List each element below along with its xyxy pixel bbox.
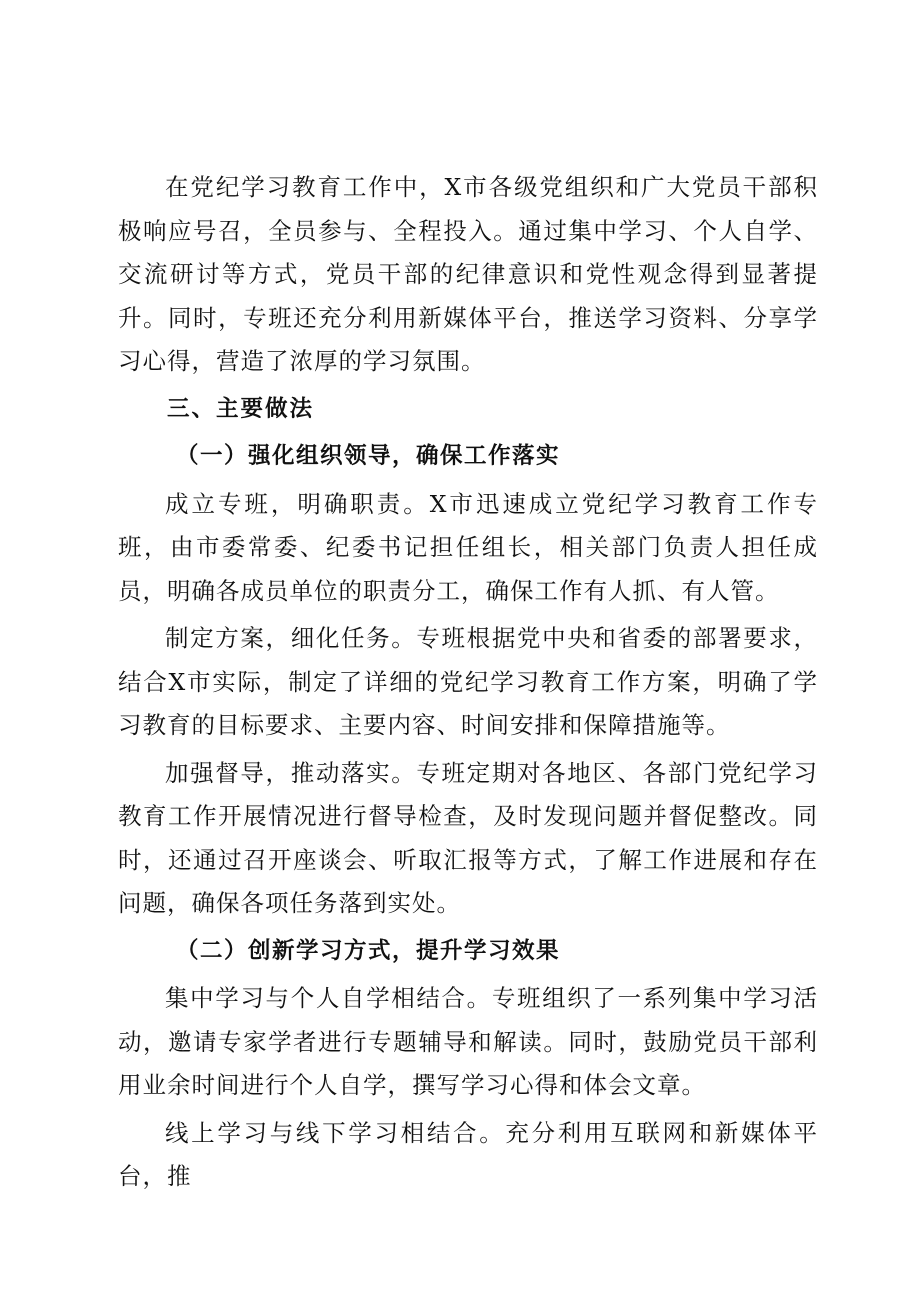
body-paragraph: 制定方案，细化任务。专班根据党中央和省委的部署要求，结合X市实际，制定了详细的党纪学习教育工作方案，明确了学习教育的目标要求、主要内容、时间安排和保障措施等。 bbox=[118, 624, 818, 739]
body-paragraph: 集中学习与个人自学相结合。专班组织了一系列集中学习活动，邀请专家学者进行专题辅导和解读。同时，鼓励党员干部利用业余时间进行个人自学，撰写学习心得和体会文章。 bbox=[118, 984, 818, 1099]
subsection-heading: （二）创新学习方式，提升学习效果 bbox=[176, 937, 561, 964]
section-heading: 三、主要做法 bbox=[167, 395, 315, 422]
subsection-heading: （一）强化组织领导，确保工作落实 bbox=[176, 443, 561, 469]
body-paragraph: 成立专班，明确职责。X市迅速成立党纪学习教育工作专班，由市委常委、纪委书记担任组长，相关部门负责人担任成员，明确各成员单位的职责分工，确保工作有人抓、有人管。 bbox=[118, 489, 818, 605]
body-paragraph: 在党纪学习教育工作中，X市各级党组织和广大党员干部积极响应号召，全员参与、全程投入。通过集中学习、个人自学、交流研讨等方式，党员干部的纪律意识和党性观念得到显著提升。同时，专班还充分利用新媒体平台，推送学习资料、分享学习心得，营造了浓厚的学习氛围。 bbox=[118, 173, 818, 375]
body-paragraph: 加强督导，推动落实。专班定期对各地区、各部门党纪学习教育工作开展情况进行督导检查，及时发现问题并督促整改。同时，还通过召开座谈会、听取汇报等方式，了解工作进展和存在问题，确保各项任务落到实处。 bbox=[118, 758, 818, 917]
document-page bbox=[118, 166, 818, 1203]
body-paragraph: 线上学习与线下学习相结合。充分利用互联网和新媒体平台，推 bbox=[118, 1118, 818, 1190]
